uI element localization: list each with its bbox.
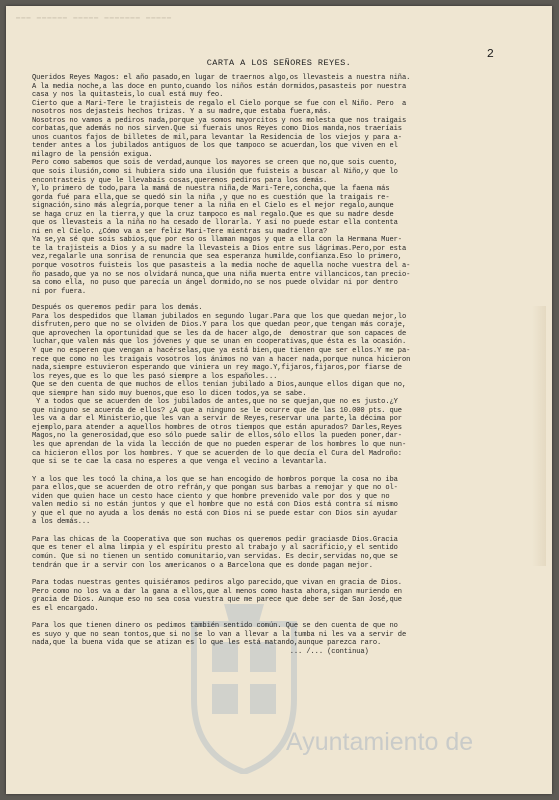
text-line: Y a los que les tocó la china,a los que se han encogido de hombros porque la cosa no iba <box>32 475 398 484</box>
text-line: Cierto que a Mari-Tere le trajisteis de regalo el Cielo porque se fue con el Niño. Pero a <box>32 99 407 108</box>
text-line: que si se te cae la casa no esperes a que venga el vecino a levantarla. <box>32 458 328 467</box>
text-line: se haga cruz en la tierra,y que la cruz tampoco es mal regalo.Que es que su madre desde <box>32 210 394 219</box>
text-line: es suyo y que no sean tontos,que si no se lo van a llevar a la tumba ni les va a servir de <box>32 630 407 639</box>
text-line: tendrán que ir a servir con los americanos o a Barcelona que es donde pagan mejor. <box>32 561 373 570</box>
letter-title: CARTA A LOS SEÑORES REYES. <box>206 58 352 68</box>
text-line: Queridos Reyes Magos: el año pasado,en lugar de traernos algo,os llevasteis a nuestra niña. <box>32 74 411 82</box>
text-line: sa como ella, no puso que parecía un ángel dormido,no se nos puede olvidar ni por dentro <box>32 279 398 288</box>
text-line: Después os queremos pedir para los demás. <box>32 304 203 313</box>
paragraph-3 <box>32 476 532 527</box>
text-line: signación,sino más alegría,porque tener a la niña en el Cielo es el mejor regalo,aunque <box>32 202 394 211</box>
text-line: milagro de la pensión exigua. <box>32 150 153 159</box>
text-line: Ya se,ya sé que sois sabios,que por eso os llaman magos y que a ella con la Hermana Muer- <box>32 236 402 245</box>
text-line: nada,siempre estuvieron esperando que viniera un rey mago.Y,fijaros,fijaros,por fiarse de <box>32 364 402 373</box>
text-line: Nosotros no vamos a pediros nada,porque ya somos mayorcitos y nos molesta que nos traigais <box>32 116 407 125</box>
text-line: unos cuantos fajos de billetes de mil,para levantar la Residencia de los viejos y para a- <box>32 133 402 142</box>
continuation-mark: ... /... (continua) <box>32 647 369 656</box>
text-line: te la trajisteis a Dios y a su madre la llevasteis a Dios entre sus lágrimas.Pero,por esta <box>32 244 407 253</box>
text-line: corbatas,que además no nos sirven.Que si fuerais unos Reyes como Dios manda,nos traeríais <box>32 125 402 134</box>
document-page <box>6 6 552 794</box>
text-line: Y a todos que se acuerden de los jubilados de antes,que no se quejan,que no es justo.¿Y <box>32 398 398 407</box>
text-line: nosotros nos dejasteis hechos trizas. Y a su madre,que estaba fuera,más. <box>32 108 332 117</box>
text-line: ni por fuera. <box>32 287 87 296</box>
text-line: Pero como sabemos que sois de verdad,aunque los mayores se creen que no,que sois cuento, <box>32 159 398 168</box>
text-line: que aprovechen la oportunidad que se les da de hacer algo,de demostrar que son capaces de <box>32 329 407 338</box>
text-line: ejemplo,para atender a aquellos hombres de otros tiempos que están apurados? Darles,Reyes <box>32 423 402 432</box>
text-line: Que se den cuenta de que muchos de ellos tenían jubilado a Dios,aunque ellos digan que no, <box>32 381 407 390</box>
watermark-text: Ayuntamiento de <box>286 728 474 756</box>
text-line: luchar,que valen más que los jóvenes y que se unan en cooperativas,que ésta es la ocasión. <box>32 338 407 347</box>
paragraph-2 <box>32 304 532 466</box>
text-line: vez,regalarle una sonrisa de renuncia que sea esperanza humilde,confianza.Eso lo primero, <box>32 253 402 262</box>
text-line: los reyes,que es lo que les pasó siempre a los españoles... <box>32 372 278 381</box>
text-line: a los demás... <box>32 518 91 527</box>
text-line: que es tener el alma limpia y el espíritu presto al trabajo y al sacrificio,y el sentido <box>32 544 398 553</box>
text-line: ño pasado,que ya no se nos olvidará nunca,que una niña muerta entre villancicos,tan precio- <box>32 270 411 279</box>
paper-stain <box>532 306 546 566</box>
text-line: viden que quien hace un cesto hace ciento y que hombre prevenido vale por dos y que no <box>32 492 390 501</box>
text-line: Para todas nuestras gentes quisiéramos pediros algo parecido,que vivan en gracia de Dios. <box>32 579 402 588</box>
text-line: que os llevasteis a la niña no ha cesado de llorarla. Y así no puede estar ella contenta <box>32 219 398 228</box>
paragraph-6 <box>32 622 532 656</box>
text-line: porque vosotros fuisteis los que pasasteis a la media noche de aquella noche vuestra del a- <box>32 262 411 271</box>
text-line: Para los que tienen dinero os pedimos también sentido común. Que se den cuenta de que no <box>32 622 398 631</box>
text-line: gracia de Dios. Aunque eso no sea cosa vuestra que me parece que debe ser de San José,que <box>32 596 402 605</box>
text-line: encontrasteis y que le llevabais cosas,queremos pediros para los demás. <box>32 176 328 185</box>
text-line: ni en el Cielo. ¿Cómo va a ser feliz Mari-Tere mientras su madre llora? <box>32 227 328 236</box>
text-line: tender antes a los jubilados antiguos de los que tampoco se acuerdan,los que viven en el <box>32 142 398 151</box>
text-line: que ninguno se acuerda de ellos? ¿A que a ninguno se le ocurre que de las 10.000 pts. que <box>32 406 402 415</box>
text-line: Pero como no los va a dar la gana a ellos,que al menos como hasta ahora,sigan muriendo en <box>32 587 402 596</box>
text-line: Para los despedidos que llaman jubilados en segundo lugar.Para que los que quedan mejor,lo <box>32 312 407 321</box>
paragraph-4 <box>32 536 532 570</box>
text-line: disfruten,pero que no se olviden de Dios.Y para los que quedan peor,que tengan más coraje, <box>32 321 407 330</box>
text-line: que siempre han sido muy buenos,que eso lo dicen todos,ya se sabe. <box>32 389 307 398</box>
text-line: Magos,no la generosidad,que eso sólo puede salir de ellos,sólo ellos la pueden poner,dar- <box>32 432 402 441</box>
paragraph-5 <box>32 579 532 613</box>
text-line: común. Que si no tienen un sentido comunitario,van servidas. Es decir,servidas no,que se <box>32 552 398 561</box>
text-line: Para las chicas de la Cooperativa que son muchas os queremos pedir graciasde Dios.Gracia <box>32 535 398 544</box>
faint-header-bleed: ▬▬▬ ▬▬▬▬▬▬ ▬▬▬▬▬ ▬▬▬▬▬▬▬ ▬▬▬▬▬ <box>16 14 173 22</box>
text-line: Y,lo primero de todo,para la mamá de nuestra niña,de Mari-Tere,concha,que la faena más <box>32 185 390 194</box>
text-line: que sois ilusión,como si hubiera sido una ilusión que fuisteis a buscar al Niño,y que lo <box>32 168 398 177</box>
paragraph-1 <box>32 74 532 296</box>
page-number: 2 <box>486 47 494 61</box>
text-line: nada,que la buena vida que se atizan es lo que les está matando,aunque parezca raro. <box>32 639 382 648</box>
text-line: A la media noche,a las doce en punto,cuando los niños están dormidos,pasasteis por nuestra <box>32 82 407 91</box>
text-line: rece que como no les traigais vosotros los ánimos no van a hacer nada,porque nunca hicieron <box>32 355 411 364</box>
text-line: gorda fué para ella,que se quedó sin la niña ,y que no es cuestión que la traigais re- <box>32 193 390 202</box>
text-line: les que aprendan de la vida la lección de que no pueden esperar de los hombres lo que nun- <box>32 440 407 449</box>
text-line: Y que no esperen que vengan a hacérselas,que ya está bien,que tienen que ser ellos.Y me pa- <box>32 346 411 355</box>
letter-body <box>32 74 532 656</box>
text-line: para ellos,que se acuerden de otro refrán,y que pongan sus barbas a remojar y que no ol- <box>32 484 398 493</box>
text-line: valen medio si no están juntos y que el hombre que no está con Dios está contra sí mismo <box>32 501 398 510</box>
text-line: ca hicieron ellos por los hombres. Y que se acuerden de lo que decía el Cura del Madroño: <box>32 449 402 458</box>
text-line: y que el que no ayuda a los demás no está con Dios ni se puede estar con Dios sin ayudar <box>32 509 398 518</box>
text-line: les va a dar el Ministerio,que les van a servir de Reyes,reservar una parte,la décima por <box>32 415 402 424</box>
text-line: es el encargado. <box>32 604 99 613</box>
text-line: casa y nos la quitasteis,lo cual está muy feo. <box>32 91 224 100</box>
